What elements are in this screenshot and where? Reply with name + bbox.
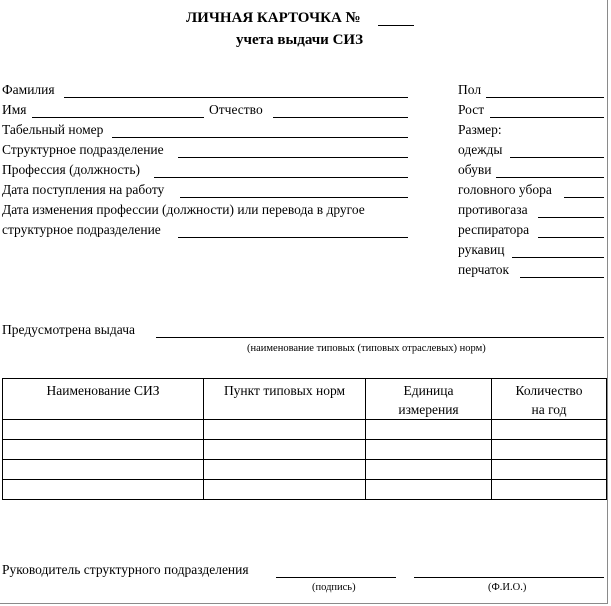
fio-caption: (Ф.И.О.) bbox=[488, 582, 527, 593]
table-header-cell: Количество на год bbox=[492, 379, 607, 420]
table-cell[interactable] bbox=[366, 460, 492, 480]
table-cell[interactable] bbox=[3, 420, 204, 440]
table-cell[interactable] bbox=[204, 420, 366, 440]
table-cell[interactable] bbox=[3, 440, 204, 460]
table-row bbox=[3, 440, 607, 460]
table-cell[interactable] bbox=[492, 440, 607, 460]
card-title: ЛИЧНАЯ КАРТОЧКА № bbox=[186, 10, 361, 26]
table-row bbox=[3, 480, 607, 500]
size-label: Размер: bbox=[458, 122, 502, 137]
table-cell[interactable] bbox=[492, 420, 607, 440]
patronymic-label: Отчество bbox=[209, 102, 263, 117]
gas-mask-size-label: противогаза bbox=[458, 202, 528, 217]
table-cell[interactable] bbox=[492, 480, 607, 500]
gloves-size-field[interactable] bbox=[520, 277, 604, 278]
provision-label: Предусмотрена выдача bbox=[2, 322, 135, 337]
profession-field[interactable] bbox=[154, 177, 408, 178]
card-subtitle: учета выдачи СИЗ bbox=[236, 32, 363, 48]
provision-field[interactable] bbox=[156, 337, 604, 338]
mittens-size-label: рукавиц bbox=[458, 242, 505, 257]
hire-date-field[interactable] bbox=[180, 197, 408, 198]
card-number-field[interactable] bbox=[378, 25, 414, 26]
respirator-size-field[interactable] bbox=[538, 237, 604, 238]
tab-number-field[interactable] bbox=[112, 137, 408, 138]
headwear-size-label: головного убора bbox=[458, 182, 552, 197]
table-row bbox=[3, 460, 607, 480]
signature-field[interactable] bbox=[276, 577, 396, 578]
tab-number-label: Табельный номер bbox=[2, 122, 104, 137]
sex-label: Пол bbox=[458, 82, 482, 97]
table-cell[interactable] bbox=[366, 440, 492, 460]
fio-field[interactable] bbox=[414, 577, 604, 578]
gloves-size-label: перчаток bbox=[458, 262, 510, 277]
table-cell[interactable] bbox=[366, 420, 492, 440]
change-date-label-2: структурное подразделение bbox=[2, 222, 161, 237]
department-field[interactable] bbox=[178, 157, 408, 158]
change-date-label-1: Дата изменения профессии (должности) или перевода в другое bbox=[2, 202, 365, 217]
patronymic-field[interactable] bbox=[273, 117, 408, 118]
hire-date-label: Дата поступления на работу bbox=[2, 182, 165, 197]
provision-caption: (наименование типовых (типовых отраслевых) норм) bbox=[247, 343, 486, 354]
surname-field[interactable] bbox=[64, 97, 408, 98]
clothing-size-label: одежды bbox=[458, 142, 503, 157]
table-cell[interactable] bbox=[366, 480, 492, 500]
table-cell[interactable] bbox=[204, 440, 366, 460]
name-label: Имя bbox=[2, 102, 27, 117]
table-cell[interactable] bbox=[3, 460, 204, 480]
ppe-table bbox=[2, 378, 607, 500]
department-head-label: Руководитель структурного подразделения bbox=[2, 562, 249, 577]
surname-label: Фамилия bbox=[2, 82, 55, 97]
table-cell[interactable] bbox=[204, 480, 366, 500]
headwear-size-field[interactable] bbox=[564, 197, 604, 198]
table-header-row bbox=[3, 379, 607, 420]
name-field[interactable] bbox=[32, 117, 204, 118]
profession-label: Профессия (должность) bbox=[2, 162, 140, 177]
table-row bbox=[3, 420, 607, 440]
shoe-size-field[interactable] bbox=[496, 177, 604, 178]
clothing-size-field[interactable] bbox=[510, 157, 604, 158]
mittens-size-field[interactable] bbox=[512, 257, 604, 258]
table-cell[interactable] bbox=[204, 460, 366, 480]
height-label: Рост bbox=[458, 102, 485, 117]
table-cell[interactable] bbox=[492, 460, 607, 480]
sex-field[interactable] bbox=[486, 97, 604, 98]
table-header-cell: Наименование СИЗ bbox=[3, 379, 204, 420]
signature-caption: (подпись) bbox=[312, 582, 356, 593]
height-field[interactable] bbox=[490, 117, 604, 118]
respirator-size-label: респиратора bbox=[458, 222, 530, 237]
gas-mask-size-field[interactable] bbox=[538, 217, 604, 218]
table-header-cell: Пункт типовых норм bbox=[204, 379, 366, 420]
change-date-field[interactable] bbox=[178, 237, 408, 238]
department-label: Структурное подразделение bbox=[2, 142, 164, 157]
shoe-size-label: обуви bbox=[458, 162, 492, 177]
table-header-cell: Единица измерения bbox=[366, 379, 492, 420]
table-cell[interactable] bbox=[3, 480, 204, 500]
